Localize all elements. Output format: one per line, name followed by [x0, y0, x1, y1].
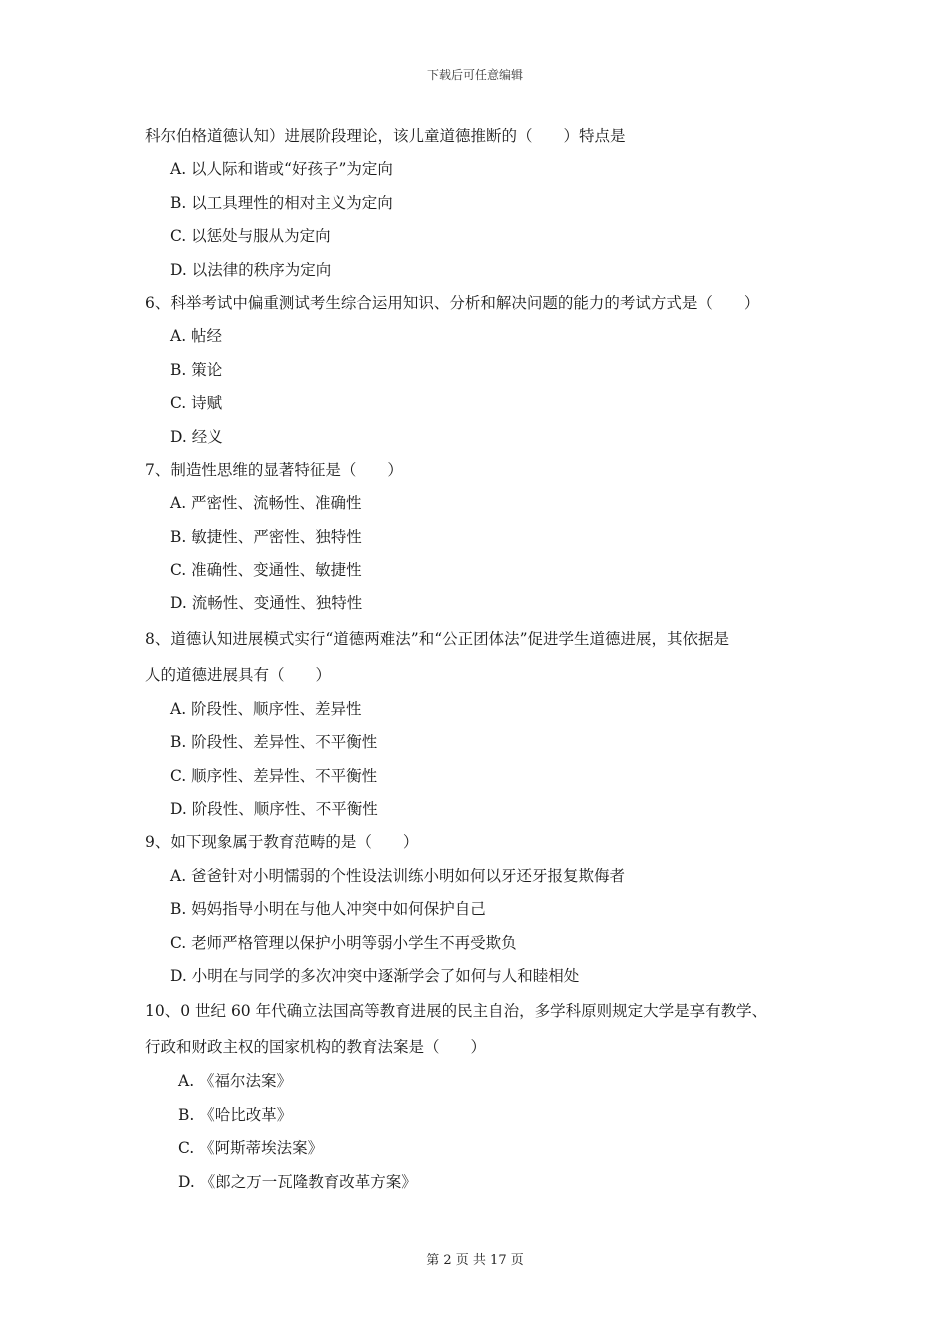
question-8-stem: 8、道德认知进展模式实行“道德两难法”和“公正团体法”促进学生道德进展，其依据是 — [145, 629, 730, 648]
question-6-option-b: B. 策论 — [170, 360, 223, 379]
question-8-option-b: B. 阶段性、差异性、不平衡性 — [170, 733, 378, 752]
question-7-option-c: C. 准确性、变通性、敏捷性 — [170, 561, 362, 580]
question-6-option-c: C. 诗赋 — [170, 394, 223, 413]
question-5-option-a: A. 以人际和谐或“好孩子”为定向 — [170, 160, 393, 179]
question-7-stem: 7、制造性思维的显著特征是（ ） — [145, 460, 403, 479]
question-7-option-d: D. 流畅性、变通性、独特性 — [170, 594, 363, 613]
question-7-option-a: A. 严密性、流畅性、准确性 — [170, 494, 362, 513]
question-9-option-a: A. 爸爸针对小明懦弱的个性设法训练小明如何以牙还牙报复欺侮者 — [170, 866, 626, 885]
question-9-option-c: C. 老师严格管理以保护小明等弱小学生不再受欺负 — [170, 933, 517, 952]
question-6-stem: 6、科举考试中偏重测试考生综合运用知识、分析和解决问题的能力的考试方式是（ ） — [145, 293, 760, 312]
document-body — [145, 120, 825, 1199]
question-8-option-d: D. 阶段性、顺序性、不平衡性 — [170, 800, 378, 819]
question-8-stem-continued: 人的道德进展具有（ ） — [145, 665, 332, 684]
question-10-option-c: C. 《阿斯蒂埃法案》 — [178, 1139, 324, 1158]
question-9-option-b: B. 妈妈指导小明在与他人冲突中如何保护自己 — [170, 900, 486, 919]
question-5-stem: 科尔伯格道德认知）进展阶段理论，该儿童道德推断的（ ）特点是 — [145, 127, 626, 145]
question-9-stem: 9、如下现象属于教育范畴的是（ ） — [145, 833, 419, 852]
question-5-option-b: B. 以工具理性的相对主义为定向 — [170, 193, 393, 212]
question-6-option-d: D. 经义 — [170, 427, 223, 446]
question-7-option-b: B. 敏捷性、严密性、独特性 — [170, 527, 362, 546]
question-10-option-a: A. 《福尔法案》 — [178, 1072, 293, 1091]
question-10-stem: 10、0 世纪 60 年代确立法国高等教育进展的民主自治，多学科原则规定大学是享有教学、 — [145, 1002, 768, 1021]
question-10-stem-continued: 行政和财政主权的国家机构的教育法案是（ ） — [145, 1038, 487, 1057]
question-10-option-d: D. 《郎之万一瓦隆教育改革方案》 — [178, 1172, 417, 1191]
question-8-option-a: A. 阶段性、顺序性、差异性 — [170, 699, 362, 718]
question-10-option-b: B. 《哈比改革》 — [178, 1105, 293, 1124]
page-footer: 第 2 页 共 17 页 — [426, 1253, 524, 1268]
question-5-option-c: C. 以惩处与服从为定向 — [170, 227, 331, 246]
question-6-option-a: A. 帖经 — [170, 327, 223, 346]
page-header: 下载后可任意编辑 — [426, 68, 523, 82]
question-9-option-d: D. 小明在与同学的多次冲突中逐渐学会了如何与人和睦相处 — [170, 966, 580, 985]
question-8-option-c: C. 顺序性、差异性、不平衡性 — [170, 766, 378, 785]
question-5-option-d: D. 以法律的秩序为定向 — [170, 260, 332, 279]
